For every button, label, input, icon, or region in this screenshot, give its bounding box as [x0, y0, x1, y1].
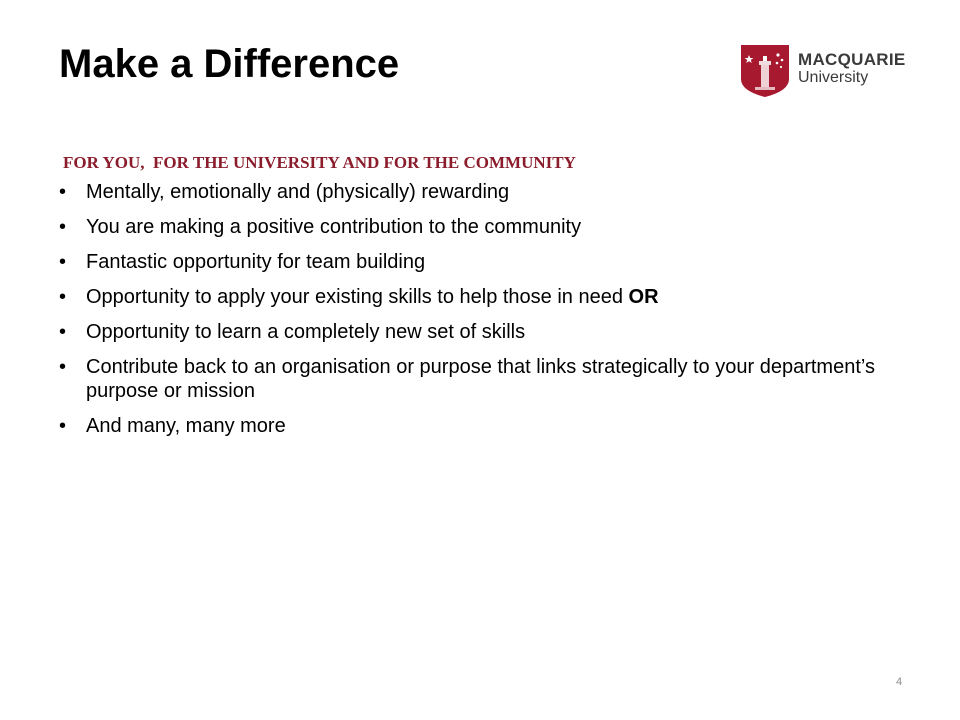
bullet-item — [59, 215, 909, 239]
macquarie-university-logo — [741, 45, 921, 97]
bullet-marker: • — [59, 181, 67, 203]
bullet-item — [59, 355, 909, 403]
bullet-text: You are making a positive contribution to the community — [86, 216, 582, 238]
bullet-item — [59, 180, 909, 204]
logo-subtitle: University — [798, 69, 869, 86]
lighthouse-shield-icon — [741, 45, 789, 97]
bullet-list — [59, 180, 909, 449]
bullet-marker: • — [59, 216, 67, 238]
bullet-item — [59, 250, 909, 274]
bullet-text: And many, many more — [86, 415, 286, 437]
section-subheading: FOR YOU, FOR THE UNIVERSITY AND FOR THE COMMUNITY — [63, 153, 576, 172]
bullet-text: Fantastic opportunity for team building — [86, 251, 426, 273]
bullet-marker: • — [59, 356, 67, 378]
bullet-text: Opportunity to learn a completely new set of skills — [86, 321, 526, 343]
bullet-marker: • — [59, 321, 67, 343]
bullet-item — [59, 285, 909, 309]
bullet-text: Mentally, emotionally and (physically) rewarding — [86, 181, 510, 203]
logo-name: MACQUARIE — [798, 50, 906, 69]
bullet-item — [59, 414, 909, 438]
bullet-emphasis: OR — [628, 286, 659, 308]
bullet-marker: • — [59, 286, 67, 308]
bullet-item — [59, 320, 909, 344]
page-number: 4 — [896, 676, 903, 688]
bullet-text: Contribute back to an organisation or purpose that links strategically to your department’s purpose or mission — [86, 356, 875, 402]
bullet-text: Opportunity to apply your existing skills to help those in need — [86, 286, 629, 308]
bullet-marker: • — [59, 415, 67, 437]
slide-title: Make a Difference — [59, 42, 400, 86]
bullet-marker: • — [59, 251, 67, 273]
